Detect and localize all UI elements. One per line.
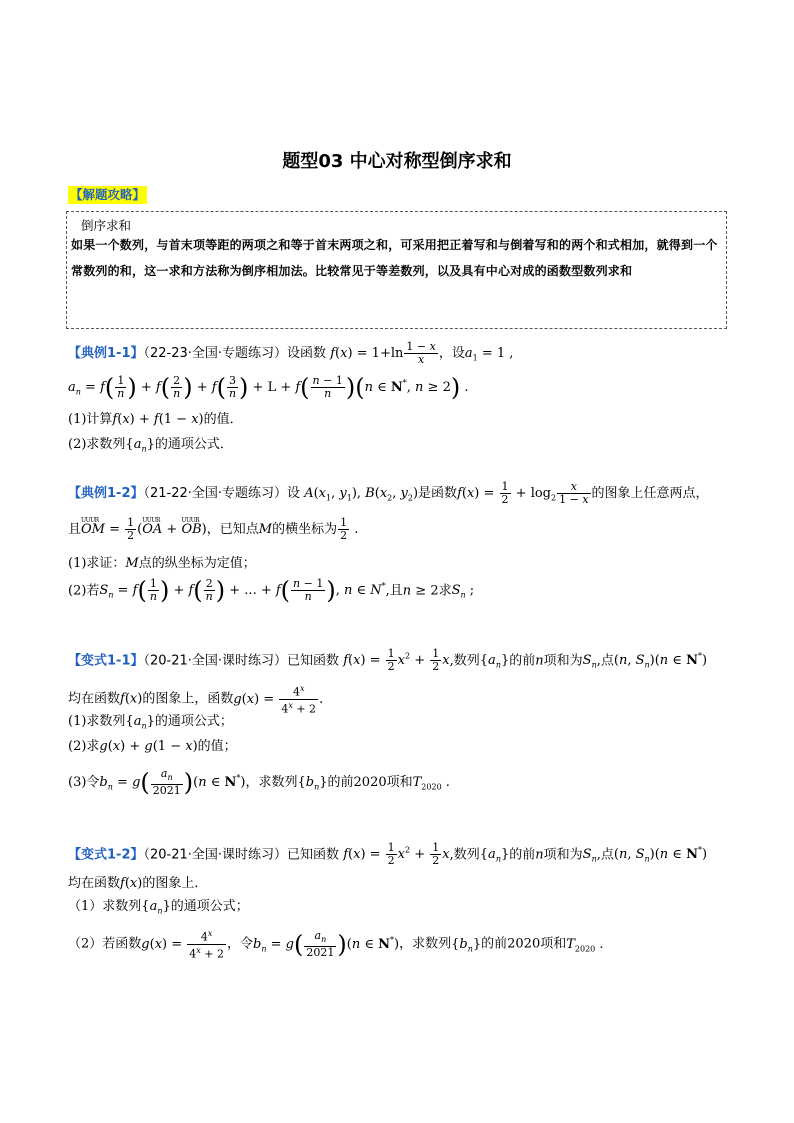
formula: UUUR OM = $\frac{1}{2}$ (UUUR OA + UUUR OB) bbox=[81, 522, 207, 537]
example-source: （20-21·全国·课时练习） bbox=[143, 847, 288, 863]
formula: g(x) = $\frac{4^x}{4^x + 2}$ . bbox=[233, 684, 324, 716]
part-label: (1)求数列 bbox=[68, 714, 126, 729]
formula: g(x) + g(1 − x) bbox=[99, 739, 198, 754]
strategy-subtitle: 倒序求和 bbox=[81, 218, 132, 233]
part-text: 的通项公式； bbox=[170, 899, 249, 914]
variant-1-1-part1 bbox=[68, 713, 233, 736]
example-text: ,点 bbox=[596, 653, 614, 669]
example-1-2-line1 bbox=[68, 481, 709, 508]
part-label: (3)令 bbox=[68, 775, 100, 791]
formula: $S_n$ bbox=[582, 847, 597, 864]
example-text: 的图象上任意两点， bbox=[591, 486, 709, 501]
formula: f(x) = 1+ln $\frac{1 - x}{x}$ bbox=[330, 340, 436, 366]
formula: $\frac{1}{2}$ . bbox=[340, 516, 359, 542]
strategy-tag: 【解题攻略】 bbox=[70, 187, 146, 202]
formula: f(x) + f(1 − x) bbox=[112, 412, 204, 427]
part-label: （1）求数列 bbox=[68, 899, 142, 914]
formula: f(x) bbox=[120, 876, 143, 891]
variant-1-2-part1 bbox=[68, 898, 249, 921]
example-tag: 【典例1-2】 bbox=[68, 486, 144, 501]
part-text: ，求数列 bbox=[399, 936, 452, 952]
example-source: （21-22·全国·专题练习） bbox=[143, 486, 288, 501]
variant-1-1-line1: 【变式1-1】（20-21·全国·课时练习）已知函数 f(x) = $\frac{1}{2}$ $x^2$ + $\frac{1}{2}$ x,数列$\{a_n\}$的前n项和为$S_n$,点(n, $S_n)(n$ ∈ N*) bbox=[68, 647, 708, 674]
formula: f(x) = $\frac{1}{2}$ $x^2$ + $\frac{1}{2}$ x bbox=[343, 647, 450, 674]
part-text: 的前2020项和 bbox=[327, 775, 413, 791]
formula: $\{b_n\}$ bbox=[451, 936, 482, 954]
part-text: ，令 bbox=[227, 936, 254, 952]
strategy-text: 如果一个数列，与首末项等距的两项之和等于首末两项之和，可采用把正着写和与倒着写和的两个和式相加，就得到一个常数列的和，这一求和方法称为倒序相加法。比较常见于等差数列，以及具有中心对成的函数型数列求和 bbox=[71, 238, 718, 278]
example-text: ,数列 bbox=[449, 653, 480, 669]
strategy-box bbox=[66, 211, 727, 329]
example-1-1-line2 bbox=[68, 375, 468, 402]
formula: $\{a_n\}$ bbox=[141, 899, 171, 916]
example-1-1-line1 bbox=[68, 341, 513, 368]
example-intro: 已知函数 bbox=[287, 653, 340, 669]
example-tag: 【变式1-1】 bbox=[68, 653, 144, 669]
formula: $a_n = f$( $\frac{1}{n}$ ) + f( $\frac{2}{n}$ ) + f( $\frac{3}{n}$ ) + L + f( $\frac{n - 1}{n}$ )(n ∈ N*, n ≥ 2) . bbox=[68, 373, 469, 402]
example-text: 的图象上． bbox=[142, 876, 208, 891]
part-text: 的值． bbox=[203, 412, 243, 427]
part-text: 点的纵坐标为定值； bbox=[138, 556, 256, 571]
example-source: （20-21·全国·课时练习） bbox=[143, 653, 288, 669]
example-text: 的图象上，函数 bbox=[142, 691, 234, 707]
part-text: ，求数列 bbox=[245, 775, 298, 791]
example-tag: 【典例1-1】 bbox=[68, 346, 144, 361]
formula: f(x) bbox=[120, 691, 143, 707]
formula: $\{a_n\}$ bbox=[125, 437, 155, 454]
formula: $S_n$ ; bbox=[451, 583, 475, 600]
formula: $T_{2020}$ . bbox=[566, 936, 604, 954]
example-text: 项和为 bbox=[543, 653, 583, 669]
example-text: 且 bbox=[68, 522, 82, 537]
variant-1-1-part2 bbox=[68, 738, 237, 756]
variant-1-1-part3 bbox=[68, 768, 450, 797]
formula: $T_{2020}$ . bbox=[412, 775, 450, 792]
part-label: （2）若函数 bbox=[68, 936, 142, 952]
formula: $S_n = f$( $\frac{1}{n}$ ) + f( $\frac{2}{n}$ ) + ... + f( $\frac{n - 1}{n}$ ), n ∈ N* bbox=[99, 576, 386, 605]
part-label: (1)计算 bbox=[68, 412, 113, 427]
example-text: ，设 bbox=[438, 346, 465, 361]
example-source: （22-23·全国·专题练习） bbox=[143, 346, 288, 361]
example-intro: 设 bbox=[287, 486, 301, 501]
part-text: ,且 bbox=[385, 583, 403, 599]
example-1-1-part1 bbox=[68, 411, 243, 429]
formula: f(x) = $\frac{1}{2}$ $x^2$ + $\frac{1}{2}$ x bbox=[343, 841, 450, 868]
formula: $\{a_n\}$ bbox=[479, 653, 510, 670]
formula: $A(x_1$, $y_1$), $B(x_2$, $y_2$) bbox=[304, 486, 419, 503]
example-1-2-part1: (1)求证：M点的纵坐标为定值； bbox=[68, 556, 256, 571]
formula: f(x) = $\frac{1}{2}$ + $\log_2$ $\frac{x}{1 - x}$ bbox=[457, 480, 589, 506]
example-text: 的横坐标为 bbox=[272, 522, 338, 537]
example-text: ,点 bbox=[596, 847, 614, 863]
page-title: 题型03 中心对称型倒序求和 bbox=[282, 151, 512, 172]
example-text: ，已知点 bbox=[206, 522, 259, 537]
part-text: 的通项公式． bbox=[154, 437, 233, 452]
example-text: 的前 bbox=[509, 653, 536, 669]
formula: $S_n$ bbox=[582, 653, 597, 670]
example-tag: 【变式1-2】 bbox=[68, 847, 144, 863]
example-text: 均在函数 bbox=[68, 876, 121, 891]
formula: $\{a_n\}$ bbox=[125, 714, 155, 731]
formula: n ≥ 2 bbox=[402, 583, 439, 599]
formula: $\{b_n\}$ bbox=[297, 775, 328, 792]
formula: $b_n = g$( $\frac{a_n}{2021}$ )(n ∈ N*) bbox=[253, 928, 400, 959]
example-text: 均在函数 bbox=[68, 691, 121, 707]
part-label: (2)求数列 bbox=[68, 437, 126, 452]
part-label: (2)求 bbox=[68, 739, 100, 754]
example-text: 项和为 bbox=[543, 847, 583, 863]
part-label: (1)求证： bbox=[68, 556, 126, 571]
formula: $\{a_n\}$ bbox=[479, 847, 510, 864]
formula: $a_1 = 1$ , bbox=[464, 346, 514, 363]
example-1-2-line2: 且UUUR OM = $\frac{1}{2}$ (UUUR OA + UUUR OB)，已知点M的横坐标为 $\frac{1}{2}$ . bbox=[68, 517, 358, 542]
part-text: 的前2020项和 bbox=[481, 936, 567, 952]
formula: g(x) = $\frac{4^x}{4^x + 2}$ bbox=[141, 929, 224, 961]
example-text: 是函数 bbox=[418, 486, 458, 501]
variant-1-2-part2 bbox=[68, 928, 604, 960]
formula: (n, $S_n)(n$ ∈ N*) bbox=[613, 652, 708, 670]
formula: $b_n = g$( $\frac{a_n}{2021}$ )(n ∈ N*) bbox=[99, 767, 246, 798]
example-text: 的前 bbox=[509, 847, 536, 863]
example-intro: 已知函数 bbox=[287, 847, 340, 863]
variant-1-2-line2 bbox=[68, 875, 207, 893]
variant-1-1-line2 bbox=[68, 683, 323, 715]
example-intro: 设函数 bbox=[287, 346, 327, 361]
part-label: (2)若 bbox=[68, 583, 100, 599]
part-text: 的通项公式； bbox=[154, 714, 233, 729]
variant-1-2-line1: 【变式1-2】（20-21·全国·课时练习）已知函数 f(x) = $\frac{1}{2}$ $x^2$ + $\frac{1}{2}$ x,数列$\{a_n\}$的前n项和为$S_n$,点(n, $S_n)(n$ ∈ N*) bbox=[68, 841, 708, 868]
formula: (n, $S_n)(n$ ∈ N*) bbox=[613, 846, 708, 864]
part-text: 的值； bbox=[197, 739, 237, 754]
example-1-1-part2 bbox=[68, 436, 233, 459]
example-text: ,数列 bbox=[449, 847, 480, 863]
part-text: 求 bbox=[438, 583, 452, 599]
example-1-2-part2 bbox=[68, 578, 474, 605]
